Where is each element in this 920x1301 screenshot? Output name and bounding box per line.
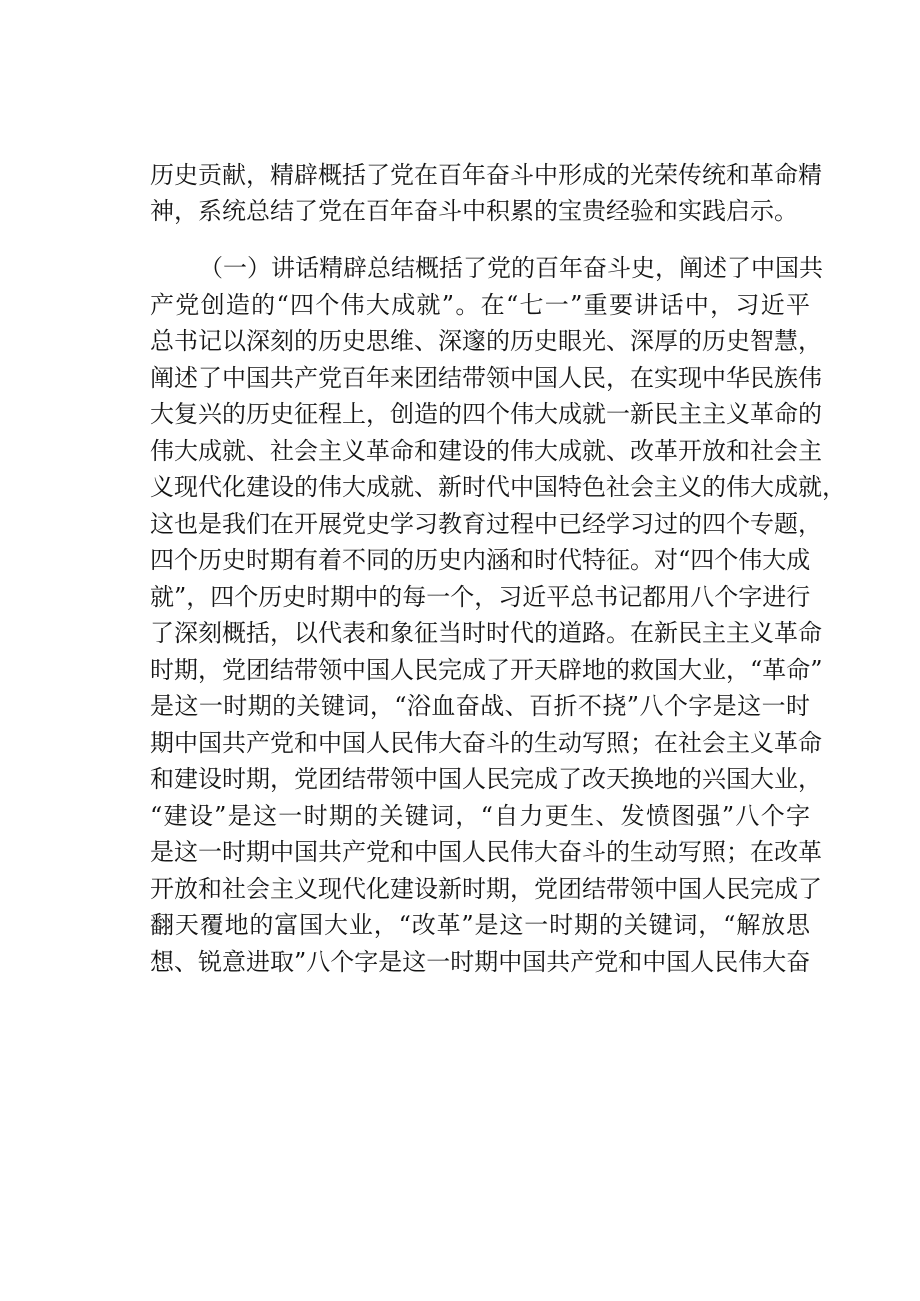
text-line: 期中国共产党和中国人民伟大奋斗的生动写照；在社会主义革命 (150, 729, 822, 757)
text-line: 和建设时期，党团结带领中国人民完成了改天换地的兴国大业， (150, 765, 822, 793)
text-line: 了深刻概括，以代表和象征当时时代的道路。在新民主主义革命 (150, 619, 822, 647)
text-line: 大复兴的历史征程上，创造的四个伟大成就一新民主主义革命的 (150, 400, 822, 428)
text-line: 是这一时期中国共产党和中国人民伟大奋斗的生动写照；在改革 (150, 838, 822, 866)
text-line: 神，系统总结了党在百年奋斗中积累的宝贵经验和实践启示。 (150, 197, 798, 225)
text-line: 是这一时期的关键词，“浴血奋战、百折不挠”八个字是这一时 (150, 692, 810, 720)
text-line: 开放和社会主义现代化建设新时期，党团结带领中国人民完成了 (150, 875, 822, 903)
text-line: 阐述了中国共产党百年来团结带领中国人民，在实现中华民族伟 (150, 364, 822, 392)
text-line: 历史贡献，精辟概括了党在百年奋斗中形成的光荣传统和革命精 (150, 161, 822, 189)
text-line: 总书记以深刻的历史思维、深邃的历史眼光、深厚的历史智慧， (150, 327, 822, 355)
text-line: “建设”是这一时期的关键词，“自力更生、发愤图强”八个字 (150, 802, 810, 830)
text-line: 伟大成就、社会主义革命和建设的伟大成就、改革开放和社会主 (150, 437, 822, 465)
text-line: 这也是我们在开展党史学习教育过程中已经学习过的四个专题， (150, 510, 822, 538)
text-line: 义现代化建设的伟大成就、新时代中国特色社会主义的伟大成就， (150, 473, 846, 501)
paragraph-heading-line: （一）讲话精辟总结概括了党的百年奋斗史，阐述了中国共 (199, 254, 823, 282)
text-line: 翻天覆地的富国大业，“改革”是这一时期的关键词，“解放思 (150, 911, 810, 939)
text-line: 就”，四个历史时期中的每一个，习近平总书记都用八个字进行 (150, 583, 811, 611)
text-line: 时期，党团结带领中国人民完成了开天辟地的救国大业，“革命” (150, 656, 823, 684)
text-line: 产党创造的“四个伟大成就”。在“七一”重要讲话中，习近平 (150, 291, 810, 319)
text-line: 四个历史时期有着不同的历史内涵和时代特征。对“四个伟大成 (150, 546, 811, 574)
text-line: 想、锐意进取”八个字是这一时期中国共产党和中国人民伟大奋 (150, 948, 811, 976)
